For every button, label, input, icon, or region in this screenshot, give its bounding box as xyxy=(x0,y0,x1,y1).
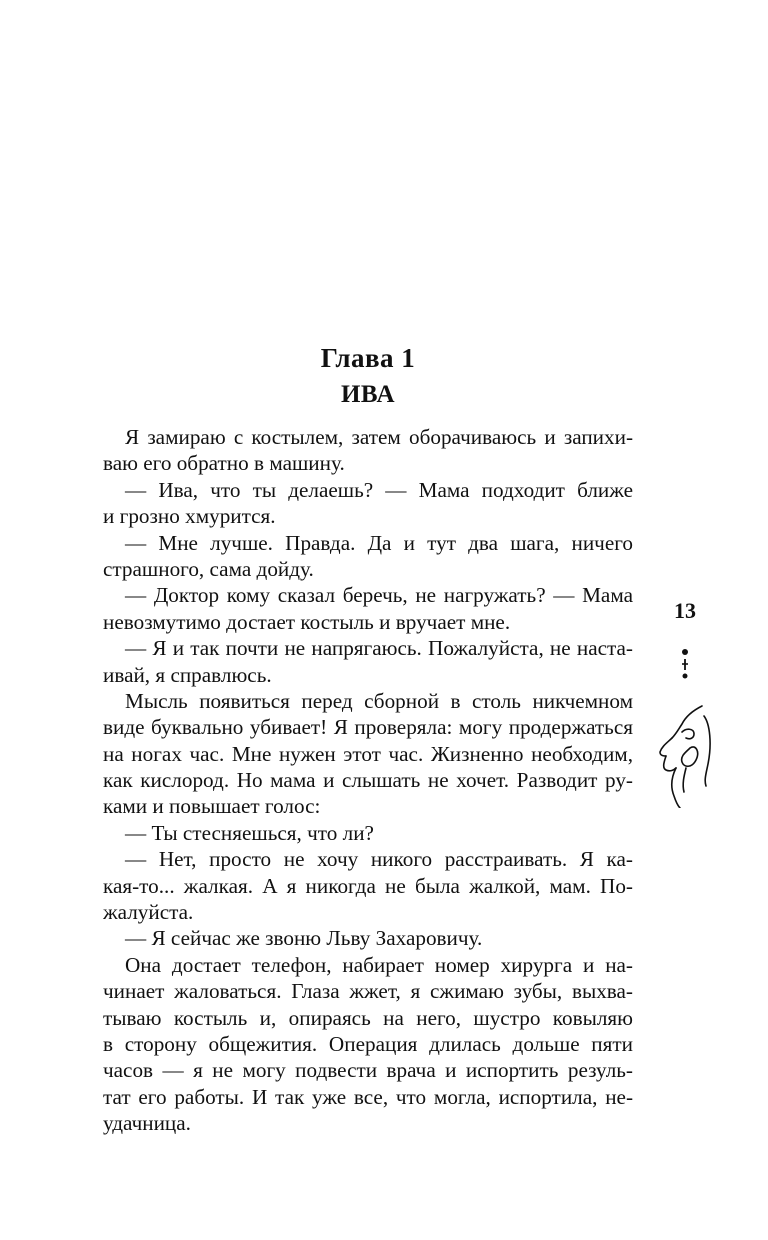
text-line: — Ива, что ты делаешь? — Мама подходит ближе xyxy=(125,477,633,502)
chapter-heading xyxy=(103,340,633,414)
text-line: тываю костыль и, опираясь на него, шустро ковыляю xyxy=(103,1005,633,1030)
text-line: ками и повышает голос: xyxy=(103,794,321,819)
side-ornament xyxy=(650,596,720,816)
text-line: — Я и так почти не напрягаюсь. Пожалуйста, не наста- xyxy=(125,636,633,661)
text-line: страшного, сама дойду. xyxy=(103,556,314,581)
text-line: — Я сейчас же звоню Льву Захаровичу. xyxy=(125,926,483,951)
text-line: и грозно хмурится. xyxy=(103,504,276,529)
chapter-subtitle: ИВА xyxy=(340,381,396,408)
text-line: ивай, я справлюсь. xyxy=(103,662,272,687)
text-line: в сторону общежития. Операция длилась дольше пяти xyxy=(103,1031,633,1056)
body-text xyxy=(103,424,633,1137)
text-line: как кислород. Но мама и слышать не хочет. Разводит ру- xyxy=(103,768,633,793)
text-line: жалуйста. xyxy=(103,900,194,925)
text-line: Мысль появиться перед сборной в столь никчемном xyxy=(125,688,633,713)
text-line: ваю его обратно в машину. xyxy=(103,451,345,476)
text-line: чинает жаловаться. Глаза жжет, я сжимаю зубы, выхва- xyxy=(103,979,633,1004)
text-line: удачница. xyxy=(103,1111,191,1136)
text-line: — Ты стесняешься, что ли? xyxy=(125,820,374,845)
text-line: на ногах час. Мне нужен этот час. Жизненно необходим, xyxy=(103,741,633,766)
chapter-title: Глава 1 xyxy=(320,343,416,373)
text-line: часов — я не могу подвести врача и испортить резуль- xyxy=(103,1058,633,1083)
vertical-dots-ornament-icon xyxy=(677,648,693,680)
face-profile-sketch-icon xyxy=(650,704,720,808)
page-number: 13 xyxy=(674,598,696,623)
text-line: — Доктор кому сказал беречь, не нагружать? — Мама xyxy=(125,583,633,608)
text-line: Она достает телефон, набирает номер хирурга и на- xyxy=(125,952,633,977)
text-line: тат его работы. И так уже все, что могла, испортила, не- xyxy=(103,1084,633,1109)
text-line: — Нет, просто не хочу никого расстраивать. Я ка- xyxy=(125,847,633,872)
text-line: Я замираю с костылем, затем оборачиваюсь и запихи- xyxy=(125,425,633,449)
text-line: — Мне лучше. Правда. Да и тут два шага, ничего xyxy=(125,530,633,555)
text-line: виде буквально убивает! Я проверяла: могу продержаться xyxy=(103,715,633,740)
text-line: невозмутимо достает костыль и вручает мне. xyxy=(103,609,511,634)
text-line: кая-то... жалкая. А я никогда не была жалкой, мам. По- xyxy=(103,873,633,898)
